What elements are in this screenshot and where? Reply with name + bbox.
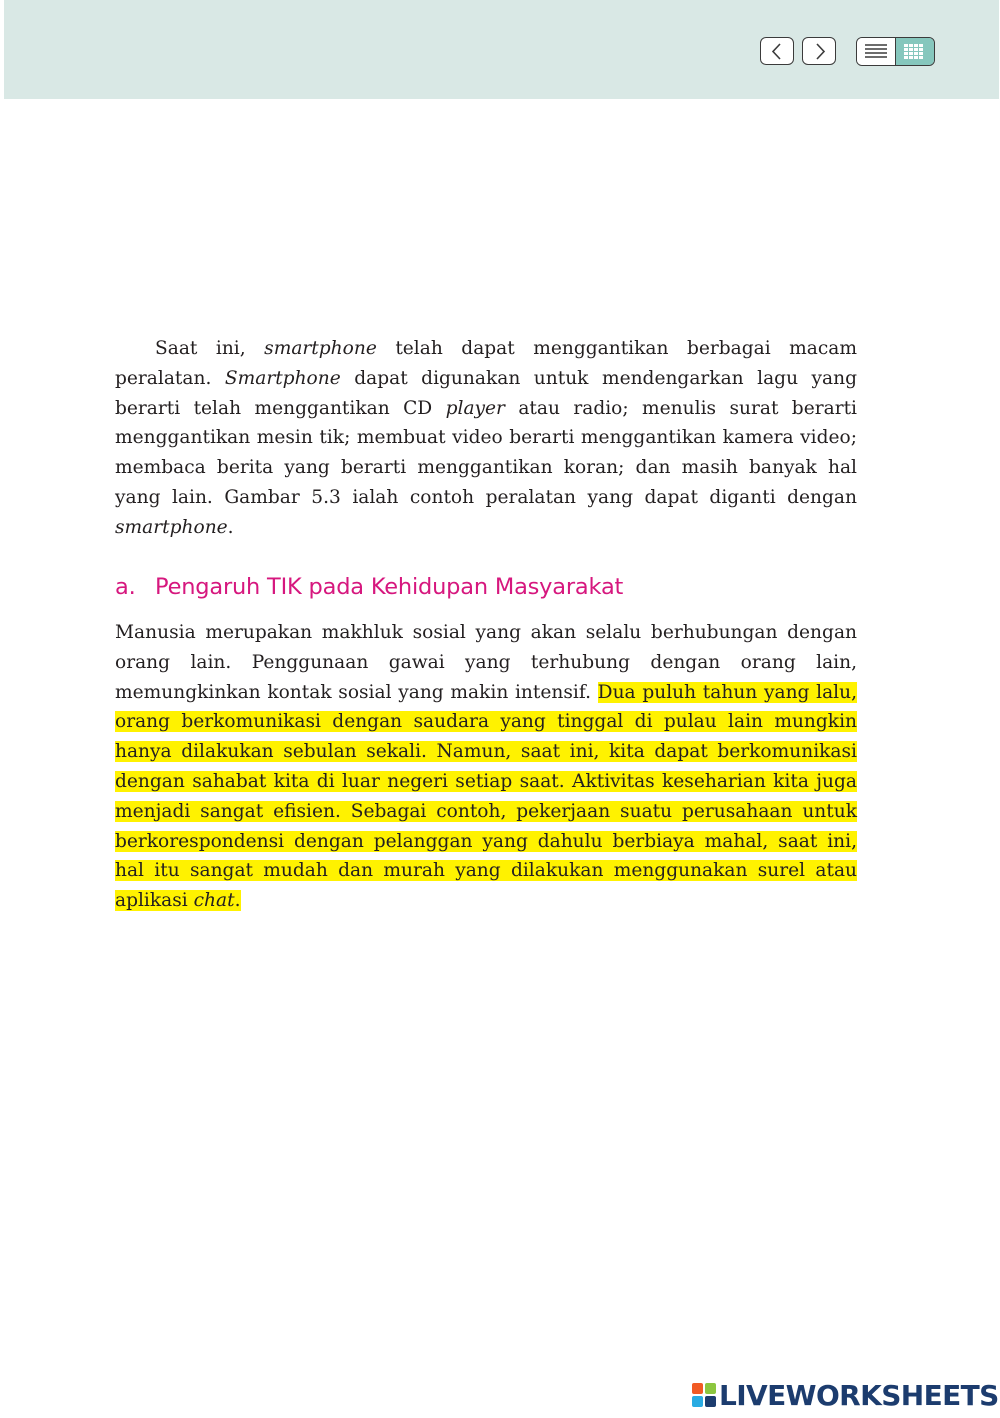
italic-term: smartphone — [115, 516, 228, 538]
highlighted-run: Dua puluh tahun yang lalu, orang berkomunikasi dengan saudara yang tinggal di pulau lain mungkin hanya dilakukan sebulan sekali. Namun, saat ini, kita dapat berkomunikasi dengan sahabat kita di luar negeri setiap saat. Aktivitas keseharian kita juga menjadi sangat efisien. Sebagai contoh, pekerjaan suatu perusahaan untuk berkorespondensi dengan pelanggan yang dahulu berbiaya mahal, saat ini, hal itu sangat mudah dan murah yang dilakukan menggunakan surel atau aplikasi — [115, 681, 857, 912]
logo-text: LIVEWORKSHEETS — [719, 1378, 999, 1412]
section-number: a. — [115, 574, 136, 600]
text-run: dapat digunakan untuk mendengarkan lagu yang berarti telah menggantikan CD — [115, 367, 858, 419]
liveworksheets-logo-icon — [691, 1382, 717, 1408]
highlighted-text — [115, 682, 857, 912]
list-icon — [857, 38, 895, 64]
text-run: telah dapat menggantikan berbagai macam peralatan. — [115, 338, 857, 389]
chevron-right-icon — [803, 38, 837, 66]
chevron-left-icon — [761, 38, 795, 66]
italic-term: Smartphone — [224, 367, 341, 389]
grid-view-button[interactable] — [896, 38, 934, 65]
text-run: Saat ini, — [155, 338, 265, 359]
text-run: Manusia merupakan makhluk sosial yang akan selalu berhubungan dengan orang lain. Penggunaan gawai yang terhubung dengan orang lain, memungkinkan kontak sosial yang makin intensif. — [115, 622, 857, 703]
section-heading — [115, 574, 623, 600]
list-view-button[interactable] — [857, 38, 896, 65]
body-paragraph — [115, 618, 857, 916]
italic-term: player — [445, 397, 505, 419]
view-toggle — [856, 37, 935, 66]
prev-page-button[interactable] — [760, 37, 794, 65]
intro-paragraph — [115, 334, 857, 543]
italic-term: chat — [193, 890, 235, 912]
liveworksheets-logo — [691, 1378, 999, 1412]
italic-term: smartphone — [264, 338, 377, 359]
text-run: atau radio; menulis surat berarti menggantikan mesin tik; membuat video berarti menggantikan kamera video; membaca berita yang berarti menggantikan koran; dan masih banyak hal yang lain. Gambar 5.3 ialah contoh peralatan yang dapat diganti dengan — [115, 397, 857, 508]
text-run: . — [234, 890, 241, 912]
text-run: . — [227, 516, 234, 538]
next-page-button[interactable] — [802, 37, 836, 65]
grid-icon — [896, 38, 934, 64]
section-title: Pengaruh TIK pada Kehidupan Masyarakat — [155, 574, 624, 600]
top-toolbar — [4, 0, 999, 99]
